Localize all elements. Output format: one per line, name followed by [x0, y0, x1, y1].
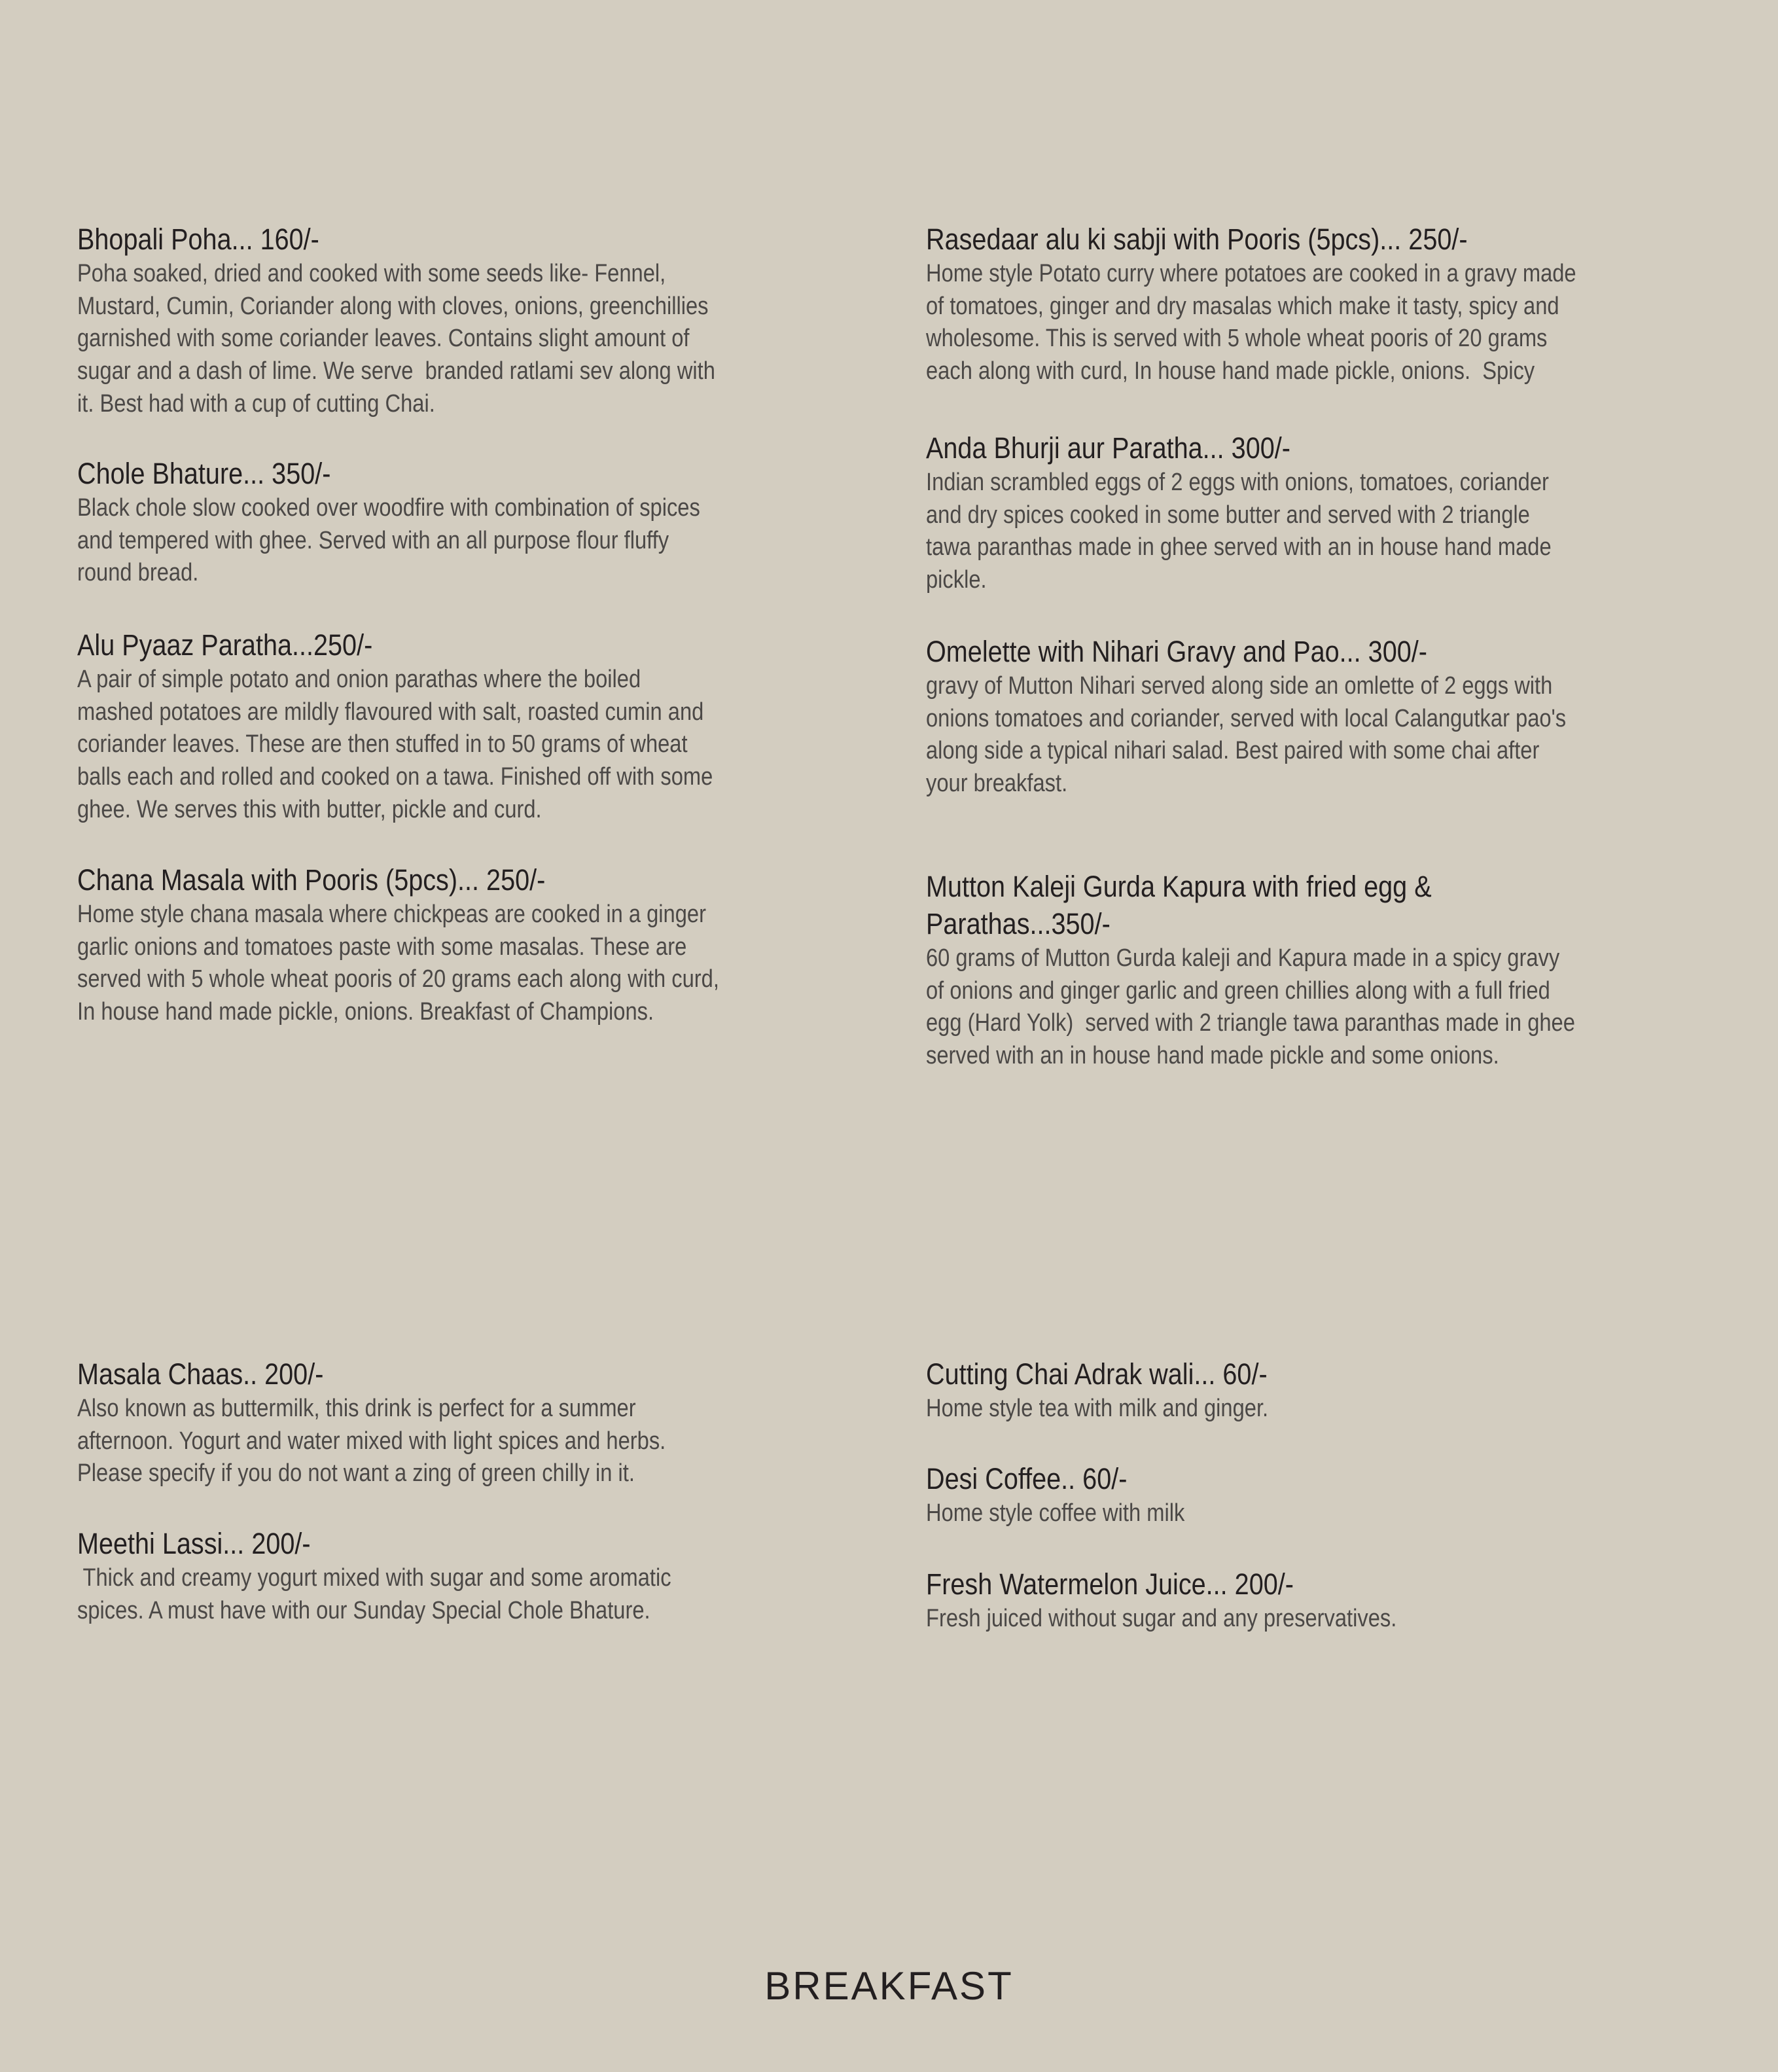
menu-item-description: In house hand made pickle, onions. Breakfast of Champions.	[77, 998, 654, 1026]
menu-item-description: Please specify if you do not want a zing of green chilly in it.	[77, 1459, 635, 1488]
menu-item-description: mashed potatoes are mildly flavoured with salt, roasted cumin and	[77, 698, 704, 726]
menu-item	[926, 1460, 1724, 1530]
menu-item-title: Parathas...350/-	[926, 907, 1111, 940]
menu-item-description: along side a typical nihari salad. Best paired with some chai after	[926, 737, 1540, 765]
menu-item-description: garnished with some coriander leaves. Contains slight amount of	[77, 325, 690, 353]
menu-item	[77, 1525, 876, 1627]
menu-item-title: Cutting Chai Adrak wali... 60/-	[926, 1357, 1268, 1391]
menu-item-description: Home style tea with milk and ginger.	[926, 1395, 1269, 1422]
menu-item-title: Alu Pyaaz Paratha...250/-	[77, 628, 373, 662]
menu-item-description: Mustard, Cumin, Coriander along with cloves, onions, greenchillies	[77, 292, 709, 320]
menu-item-description: Black chole slow cooked over woodfire with combination of spices	[77, 494, 700, 522]
menu-item-description: pickle.	[926, 566, 987, 594]
menu-item-description: it. Best had with a cup of cutting Chai.	[77, 389, 435, 418]
menu-item	[926, 1565, 1724, 1635]
menu-item-description: of tomatoes, ginger and dry masalas which make it tasty, spicy and	[926, 292, 1559, 320]
menu-item	[77, 455, 876, 590]
menu-item-description: egg (Hard Yolk) served with 2 triangle tawa paranthas made in ghee	[926, 1009, 1575, 1037]
menu-item-description: wholesome. This is served with 5 whole wheat pooris of 20 grams	[926, 325, 1548, 353]
menu-item-description: each along with curd, In house hand made pickle, onions. Spicy	[926, 357, 1535, 385]
menu-item-description: served with an in house hand made pickle and some onions.	[926, 1042, 1499, 1070]
menu-item	[926, 221, 1724, 388]
menu-item	[77, 626, 876, 827]
menu-item-description: of onions and ginger garlic and green chillies along with a full fried	[926, 976, 1550, 1005]
menu-item-title: Rasedaar alu ki sabji with Pooris (5pcs)... 250/-	[926, 223, 1468, 256]
menu-item	[926, 868, 1724, 1073]
menu-item-description: and tempered with ghee. Served with an all purpose flour fluffy	[77, 526, 669, 554]
menu-item-description: spices. A must have with our Sunday Special Chole Bhature.	[77, 1596, 650, 1624]
menu-item-description: Fresh juiced without sugar and any preservatives.	[926, 1605, 1397, 1632]
menu-item	[77, 221, 876, 421]
menu-item-description: Home style Potato curry where potatoes are cooked in a gravy made	[926, 260, 1576, 287]
menu-item-description: Home style chana masala where chickpeas are cooked in a ginger	[77, 901, 706, 928]
menu-item-description: Thick and creamy yogurt mixed with sugar and some aromatic	[77, 1564, 671, 1592]
menu-item-description: Indian scrambled eggs of 2 eggs with onions, tomatoes, coriander	[926, 469, 1549, 496]
menu-item-description: 60 grams of Mutton Gurda kaleji and Kapura made in a spicy gravy	[926, 944, 1560, 972]
section-title: BREAKFAST	[764, 1964, 1014, 2008]
menu-item-description: Poha soaked, dried and cooked with some seeds like- Fennel,	[77, 260, 666, 287]
menu-item-description: gravy of Mutton Nihari served along side an omlette of 2 eggs with	[926, 672, 1553, 700]
menu-item	[77, 1355, 876, 1490]
menu-item-title: Fresh Watermelon Juice... 200/-	[926, 1567, 1294, 1601]
menu-item-description: tawa paranthas made in ghee served with an in house hand made	[926, 533, 1552, 562]
menu-item-title: Mutton Kaleji Gurda Kapura with fried egg &	[926, 870, 1432, 903]
menu-item-description: round bread.	[77, 559, 199, 587]
menu-item-description: onions tomatoes and coriander, served with local Calangutkar pao's	[926, 704, 1567, 732]
menu-item-description: Also known as buttermilk, this drink is perfect for a summer	[77, 1395, 636, 1422]
menu-item-title: Meethi Lassi... 200/-	[77, 1527, 311, 1560]
menu-item-title: Bhopali Poha... 160/-	[77, 223, 319, 256]
menu-item-description: sugar and a dash of lime. We serve branded ratlami sev along with	[77, 357, 715, 385]
menu-item-description: Home style coffee with milk	[926, 1499, 1185, 1527]
menu-item-title: Omelette with Nihari Gravy and Pao... 300/-	[926, 635, 1427, 668]
menu-item-title: Masala Chaas.. 200/-	[77, 1357, 324, 1391]
menu-item-description: and dry spices cooked in some butter and served with 2 triangle	[926, 501, 1530, 529]
menu-item	[77, 861, 876, 1029]
menu-item	[926, 633, 1724, 800]
menu-item	[926, 429, 1724, 597]
menu-item-description: balls each and rolled and cooked on a tawa. Finished off with some	[77, 763, 713, 791]
menu-item-description: served with 5 whole wheat pooris of 20 grams each along with curd,	[77, 965, 719, 993]
menu-item-description: A pair of simple potato and onion parathas where the boiled	[77, 666, 641, 693]
menu-item-description: ghee. We serves this with butter, pickle and curd.	[77, 795, 542, 823]
menu-item	[926, 1355, 1724, 1425]
menu-item-title: Anda Bhurji aur Paratha... 300/-	[926, 431, 1290, 465]
menu-item-description: your breakfast.	[926, 770, 1068, 798]
menu-item-title: Chole Bhature... 350/-	[77, 457, 331, 490]
menu-item-title: Desi Coffee.. 60/-	[926, 1462, 1128, 1495]
menu-item-description: garlic onions and tomatoes paste with some masalas. These are	[77, 933, 687, 961]
menu-item-description: afternoon. Yogurt and water mixed with light spices and herbs.	[77, 1427, 666, 1455]
menu-item-description: coriander leaves. These are then stuffed in to 50 grams of wheat	[77, 730, 688, 759]
menu-item-title: Chana Masala with Pooris (5pcs)... 250/-	[77, 863, 546, 897]
